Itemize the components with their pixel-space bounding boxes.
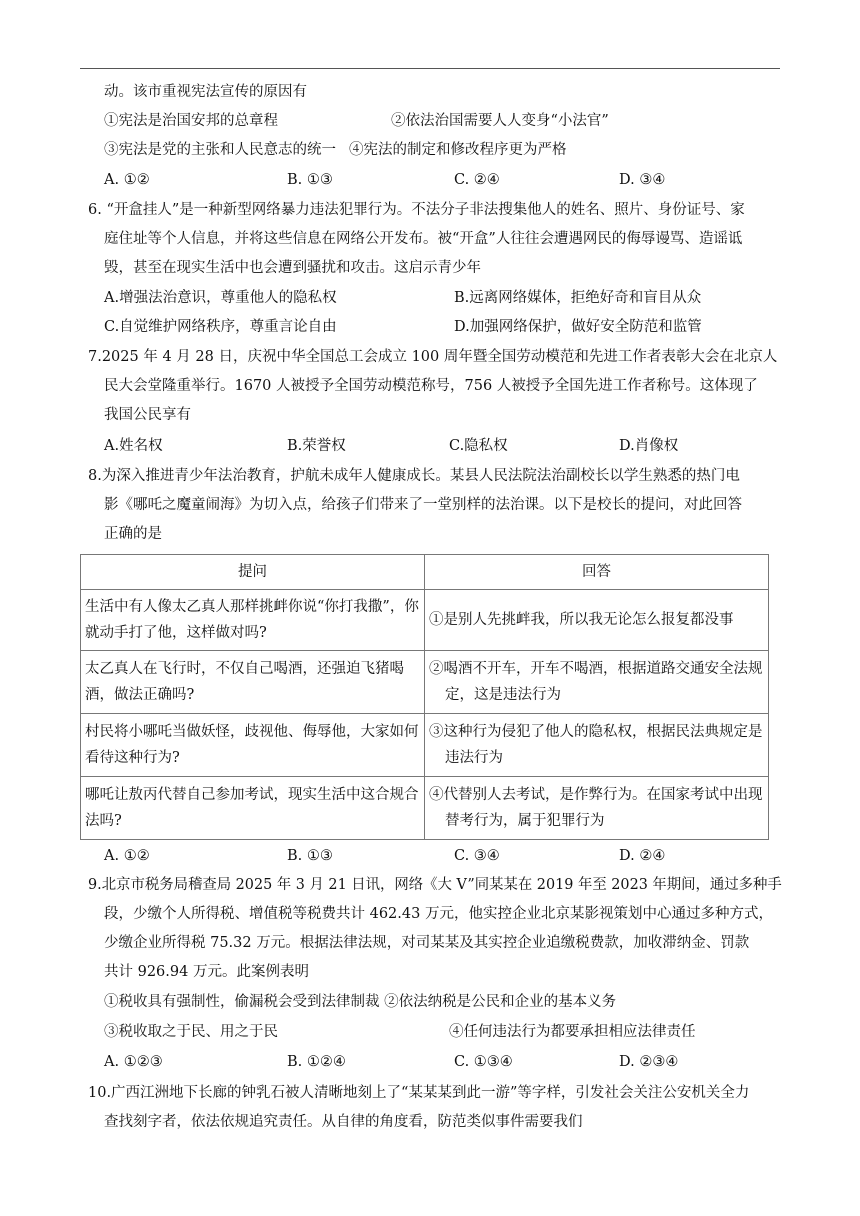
q9-line-3: 少缴企业所得税 75.32 万元。根据法律法规，对司某某及其实控企业追缴税费款，加收滞纳金、罚款 (104, 935, 750, 951)
table-header-question: 提问 (81, 555, 425, 590)
table-cell-answer (425, 777, 769, 840)
q8-line-1: 8.为深入推进青少年法治教育，护航未成年人健康成长。某县人民法院法治副校长以学生熟悉的热门电 (88, 468, 740, 484)
answer-text: ①是别人先挑衅我，所以我无论怎么报复都没事 (429, 612, 734, 628)
q10-line-2: 查找刻字者，依法依规追究责任。从自律的角度看，防范类似事件需要我们 (104, 1114, 583, 1130)
q5-option-a[interactable]: A. ①② (104, 172, 150, 188)
table-cell-answer (425, 651, 769, 714)
table-cell-question: 太乙真人在飞行时，不仅自己喝酒，还强迫飞猪喝酒，做法正确吗? (81, 651, 425, 714)
table-header-row (81, 555, 769, 590)
q7-line-2: 民大会堂隆重举行。1670 人被授予全国劳动模范称号，756 人被授予全国先进工作者称号。这体现了 (104, 378, 758, 394)
q6-option-b[interactable]: B.远离网络媒体，拒绝好奇和盲目从众 (454, 290, 702, 306)
table-cell-question: 生活中有人像太乙真人那样挑衅你说“你打我撒”，你就动手打了他，这样做对吗? (81, 590, 425, 651)
q7-option-a[interactable]: A.姓名权 (104, 438, 163, 454)
q9-option-b[interactable]: B. ①②④ (287, 1054, 346, 1070)
q6-option-a[interactable]: A.增强法治意识，尊重他人的隐私权 (104, 290, 337, 306)
table-cell-question: 哪吒让敖丙代替自己参加考试，现实生活中这合规合法吗? (81, 777, 425, 840)
q6-line-3: 毁，甚至在现实生活中也会遭到骚扰和攻击。这启示青少年 (104, 260, 481, 276)
q5-statement-1: ①宪法是治国安邦的总章程 (104, 113, 278, 129)
table-row (81, 714, 769, 777)
q8-option-d[interactable]: D. ②④ (619, 848, 666, 864)
answer-text: ③这种行为侵犯了他人的隐私权，根据民法典规定是违法行为 (429, 724, 763, 766)
q9-statements-1-2: ①税收具有强制性，偷漏税会受到法律制裁 ②依法纳税是公民和企业的基本义务 (104, 994, 617, 1010)
q5-option-b[interactable]: B. ①③ (287, 172, 333, 188)
q7-option-b[interactable]: B.荣誉权 (287, 438, 346, 454)
q9-option-c[interactable]: C. ①③④ (454, 1054, 513, 1070)
q9-statement-4: ④任何违法行为都要承担相应法律责任 (449, 1024, 696, 1040)
table-cell-question: 村民将小哪吒当做妖怪，歧视他、侮辱他，大家如何看待这种行为? (81, 714, 425, 777)
q5-option-d[interactable]: D. ③④ (619, 172, 666, 188)
q6-option-d[interactable]: D.加强网络保护，做好安全防范和监管 (454, 319, 702, 335)
table-cell-answer (425, 590, 769, 651)
q8-option-a[interactable]: A. ①② (104, 848, 150, 864)
table-row (81, 651, 769, 714)
q9-line-4: 共计 926.94 万元。此案例表明 (104, 964, 309, 980)
q8-qa-table (80, 554, 769, 840)
header-rule (80, 68, 780, 69)
table-row (81, 777, 769, 840)
q5-statement-3: ③宪法是党的主张和人民意志的统一 (104, 142, 336, 158)
q9-line-2: 段，少缴个人所得税、增值税等税费共计 462.43 万元，他实控企业北京某影视策划中心通过多种方式， (104, 906, 773, 922)
q7-option-d[interactable]: D.肖像权 (619, 438, 679, 454)
q9-option-a[interactable]: A. ①②③ (104, 1054, 163, 1070)
q9-line-1: 9.北京市税务局稽查局 2025 年 3 月 21 日讯，网络《大 V”同某某在 2019 年至 2023 年期间，通过多种手 (88, 877, 782, 893)
table-cell-answer (425, 714, 769, 777)
q9-statement-3: ③税收取之于民、用之于民 (104, 1024, 278, 1040)
table-header-answer: 回答 (425, 555, 769, 590)
q6-line-2: 庭住址等个人信息，并将这些信息在网络公开发布。被“开盒”人往往会遭遇网民的侮辱谩骂、造谣诋 (104, 231, 743, 247)
answer-text: ②喝酒不开车，开车不喝酒，根据道路交通安全法规定，这是违法行为 (429, 661, 763, 703)
table-row (81, 590, 769, 651)
q6-option-c[interactable]: C.自觉维护网络秩序，尊重言论自由 (104, 319, 337, 335)
q8-line-2: 影《哪吒之魔童闹海》为切入点，给孩子们带来了一堂别样的法治课。以下是校长的提问，对此回答 (104, 497, 742, 513)
q5-statement-2: ②依法治国需要人人变身“小法官” (391, 113, 609, 129)
q6-line-1: 6. “开盒挂人”是一种新型网络暴力违法犯罪行为。不法分子非法搜集他人的姓名、照片、身份证号、家 (88, 202, 745, 218)
q9-option-d[interactable]: D. ②③④ (619, 1054, 679, 1070)
q8-line-3: 正确的是 (104, 526, 162, 542)
q5-statement-4: ④宪法的制定和修改程序更为严格 (349, 142, 567, 158)
q8-option-b[interactable]: B. ①③ (287, 848, 333, 864)
q8-option-c[interactable]: C. ③④ (454, 848, 500, 864)
q10-line-1: 10.广西江洲地下长廊的钟乳石被人清晰地刻上了“某某某到此一游”等字样，引发社会关注公安机关全力 (88, 1085, 750, 1101)
q5-option-c[interactable]: C. ②④ (454, 172, 500, 188)
q7-line-1: 7.2025 年 4 月 28 日，庆祝中华全国总工会成立 100 周年暨全国劳动模范和先进工作者表彰大会在北京人 (88, 349, 778, 365)
answer-text: ④代替别人去考试，是作弊行为。在国家考试中出现替考行为，属于犯罪行为 (429, 787, 763, 829)
q5-stem-end: 动。该市重视宪法宣传的原因有 (104, 84, 307, 100)
q7-line-3: 我国公民享有 (104, 407, 191, 423)
q7-option-c[interactable]: C.隐私权 (449, 438, 508, 454)
